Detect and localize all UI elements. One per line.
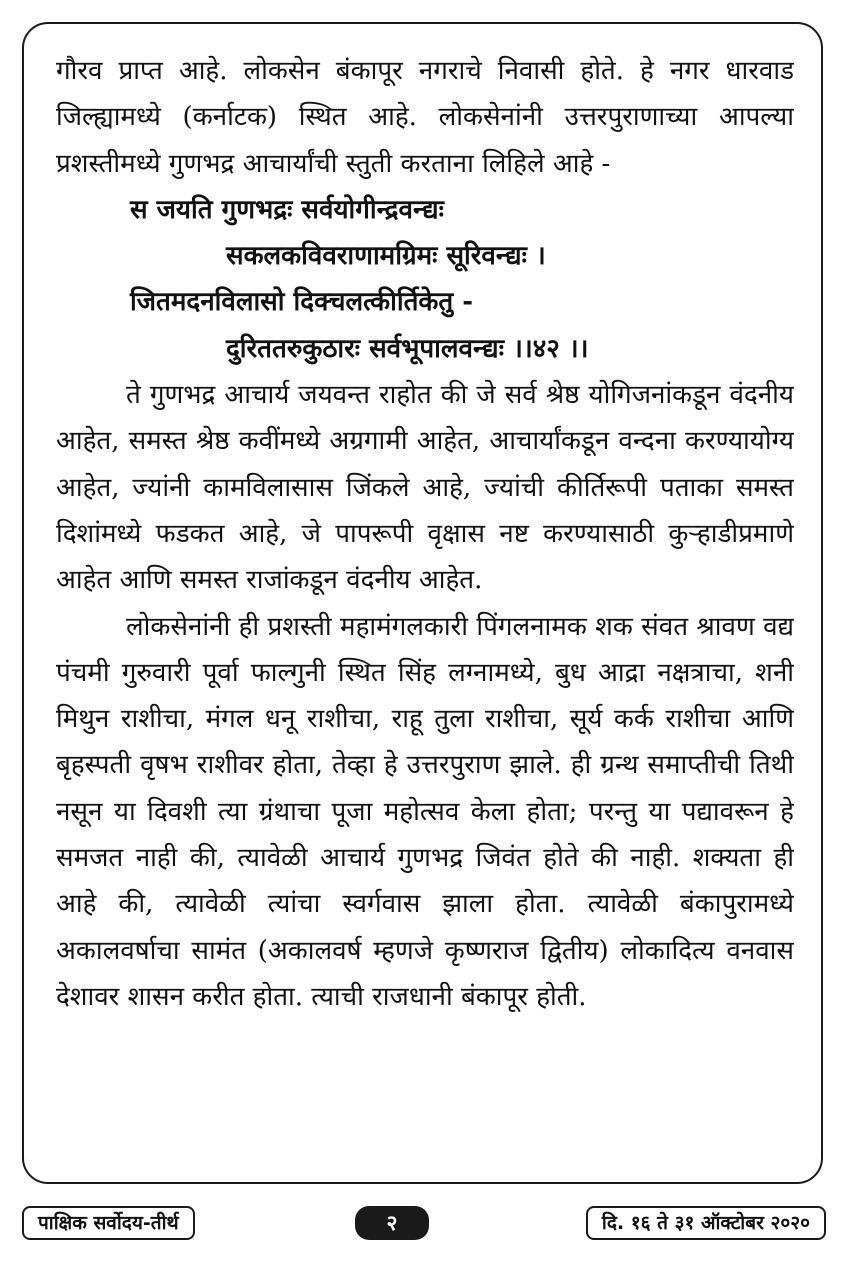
article-body <box>56 48 794 1176</box>
verse-line-2: सकलकविवराणामग्रिमः सूरिवन्द्यः । <box>226 241 546 272</box>
publication-name: पाक्षिक सर्वोदय-तीर्थ <box>22 1206 195 1240</box>
verse-line-3: जितमदनविलासो दिक्चलत्कीर्तिकेतु - <box>130 287 474 318</box>
verse-line-4: दुरिततरुकुठारः सर्वभूपालवन्द्यः ।।४२ ।। <box>226 333 589 364</box>
sanskrit-verse <box>56 187 794 372</box>
issue-date: दि. १६ ते ३१ ऑक्टोबर २०२० <box>586 1206 826 1240</box>
paragraph-1: गौरव प्राप्त आहे. लोकसेन बंकापूर नगराचे निवासी होते. हे नगर धारवाड जिल्ह्यामध्ये (कर्नाटक) स्थित आहे. लोकसेनांनी उत्तरपुराणाच्या आपल्या प्रशस्तीमध्ये गुणभद्र आचार्यांची स्तुती करताना लिहिले आहे - <box>56 56 794 179</box>
verse-line-1: स जयति गुणभद्रः सर्वयोगीन्द्रवन्द्यः <box>130 194 444 225</box>
paragraph-3: लोकसेनांनी ही प्रशस्ती महामंगलकारी पिंगलनामक शक संवत श्रावण वद्य पंचमी गुरुवारी पूर्वा फाल्गुनी स्थित सिंह लग्नामध्ये, बुध आद्रा नक्षत्राचा, शनी मिथुन राशीचा, मंगल धनू राशीचा, राहू तुला राशीचा, सूर्य कर्क राशीचा आणि बृहस्पती वृषभ राशीवर होता, तेव्हा हे उत्तरपुराण झाले. ही ग्रन्थ समाप्तीची तिथी नसून या दिवशी त्या ग्रंथाचा पूजा महोत्सव केला होता; परन्तु या पद्यावरून हे समजत नाही की, त्यावेळी आचार्य गुणभद्र जिवंत होते की नाही. शक्यता ही आहे की, त्यावेळी त्यांचा स्वर्गवास झाला होता. त्यावेळी बंकापुरामध्ये अकालवर्षाचा सामंत (अकालवर्ष म्हणजे कृष्णराज द्वितीय) लोकादित्य वनवास देशावर शासन करीत होता. त्याची राजधानी बंकापूर होती. <box>56 611 794 1012</box>
paragraph-2: ते गुणभद्र आचार्य जयवन्त राहोत की जे सर्व श्रेष्ठ योगिजनांकडून वंदनीय आहेत, समस्त श्रेष्ठ कवींमध्ये अग्रगामी आहेत, आचार्यांकडून वन्दना करण्यायोग्य आहेत, ज्यांनी कामविलासास जिंकले आहे, ज्यांची कीर्तिरूपी पताका समस्त दिशांमध्ये फडकत आहे, जे पापरूपी वृक्षास नष्ट करण्यासाठी कुऱ्हाडीप्रमाणे आहेत आणि समस्त राजांकडून वंदनीय आहेत. <box>56 380 794 596</box>
page-number: २ <box>355 1206 429 1240</box>
